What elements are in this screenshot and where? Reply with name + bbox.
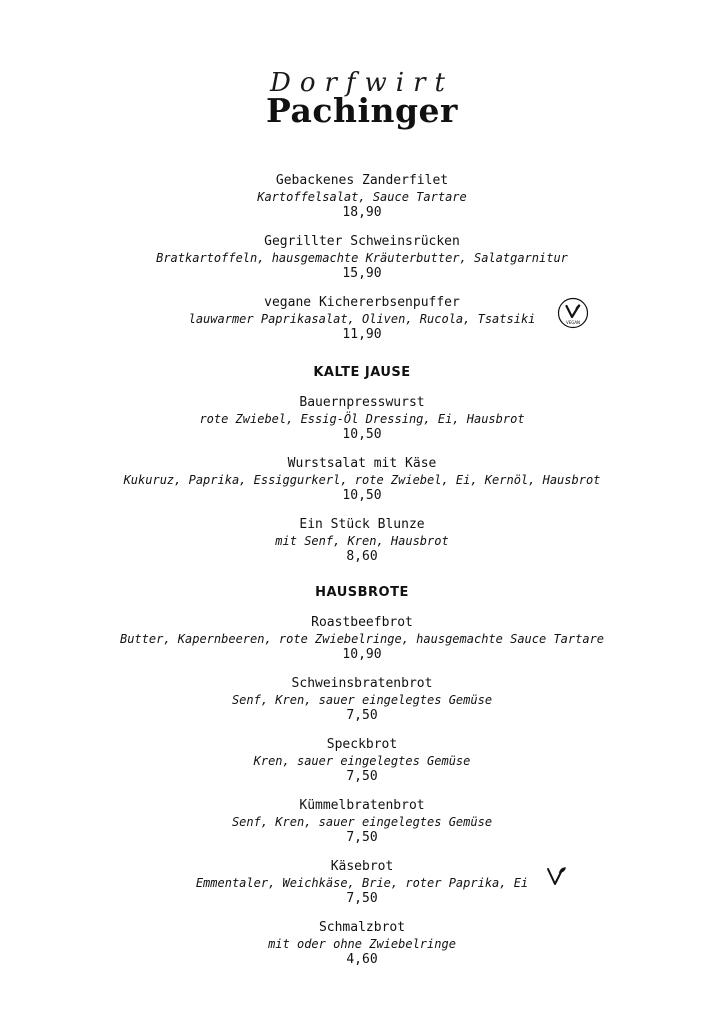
section-heading-kalte-jause: KALTE JAUSE (313, 365, 411, 380)
dish-description: Senf, Kren, sauer eingelegtes Gemüse (231, 815, 493, 829)
dish-price: 10,90 (342, 647, 382, 662)
dish-price: 15,90 (342, 266, 382, 281)
dish-description: rote Zwiebel, Essig-Öl Dressing, Ei, Hausbrot (199, 412, 525, 426)
dish-name: Schmalzbrot (318, 920, 406, 935)
dish-item (0, 173, 724, 221)
dish-price: 18,90 (342, 205, 382, 220)
dish-description: Kartoffelsalat, Sauce Tartare (257, 190, 467, 204)
dish-description: Bratkartoffeln, hausgemachte Kräuterbutter, Salatgarnitur (156, 251, 568, 265)
vegetarian-leaf-icon (546, 864, 568, 888)
dish-name: Roastbeefbrot (311, 615, 413, 630)
dish-price: 11,90 (342, 327, 382, 342)
dish-price: 4,60 (346, 952, 378, 967)
dish-item (0, 859, 724, 907)
dish-price: 8,60 (346, 549, 378, 564)
dish-price: 7,50 (346, 830, 378, 845)
dish-item (0, 395, 724, 443)
dish-item (0, 295, 724, 343)
dish-name: Käsebrot (330, 859, 394, 874)
dish-price: 7,50 (346, 708, 378, 723)
dish-description: Kren, sauer eingelegtes Gemüse (253, 754, 471, 768)
dish-name: Ein Stück Blunze (299, 517, 425, 532)
dish-name: Wurstsalat mit Käse (287, 456, 437, 471)
section-heading-hausbrote: HAUSBROTE (315, 585, 409, 600)
dish-name: Schweinsbratenbrot (291, 676, 433, 691)
dish-description: Emmentaler, Weichkäse, Brie, roter Paprika, Ei (195, 876, 529, 890)
dish-item (0, 615, 724, 663)
dish-price: 7,50 (346, 769, 378, 784)
logo-script-text: Dorfwirt (270, 68, 454, 98)
dish-item (0, 676, 724, 724)
dish-item (0, 737, 724, 785)
dish-name: Speckbrot (326, 737, 398, 752)
dish-item (0, 234, 724, 282)
dish-description: mit Senf, Kren, Hausbrot (275, 534, 449, 548)
dish-item (0, 920, 724, 968)
dish-item (0, 456, 724, 504)
dish-name: Gebackenes Zanderfilet (275, 173, 449, 188)
dish-description: Senf, Kren, sauer eingelegtes Gemüse (231, 693, 493, 707)
dish-item (0, 517, 724, 565)
dish-name: Gegrillter Schweinsrücken (264, 234, 460, 249)
dish-description: Kukuruz, Paprika, Essiggurkerl, rote Zwiebel, Ei, Kernöl, Hausbrot (123, 473, 601, 487)
dish-description: Butter, Kapernbeeren, rote Zwiebelringe, hausgemachte Sauce Tartare (119, 632, 605, 646)
vegan-badge-icon (557, 297, 589, 329)
dish-item (0, 798, 724, 846)
vegan-badge-label: VEGAN (565, 320, 581, 325)
dish-price: 7,50 (346, 891, 378, 906)
dish-price: 10,50 (342, 488, 382, 503)
logo-restaurant-name: Pachinger (266, 91, 458, 130)
dish-description: lauwarmer Paprikasalat, Oliven, Rucola, Tsatsiki (188, 312, 536, 326)
dish-price: 10,50 (342, 427, 382, 442)
dish-name: Kümmelbratenbrot (299, 798, 425, 813)
dish-name: Bauernpresswurst (299, 395, 425, 410)
dish-description: mit oder ohne Zwiebelringe (268, 937, 456, 951)
dish-name: vegane Kichererbsenpuffer (264, 295, 460, 310)
